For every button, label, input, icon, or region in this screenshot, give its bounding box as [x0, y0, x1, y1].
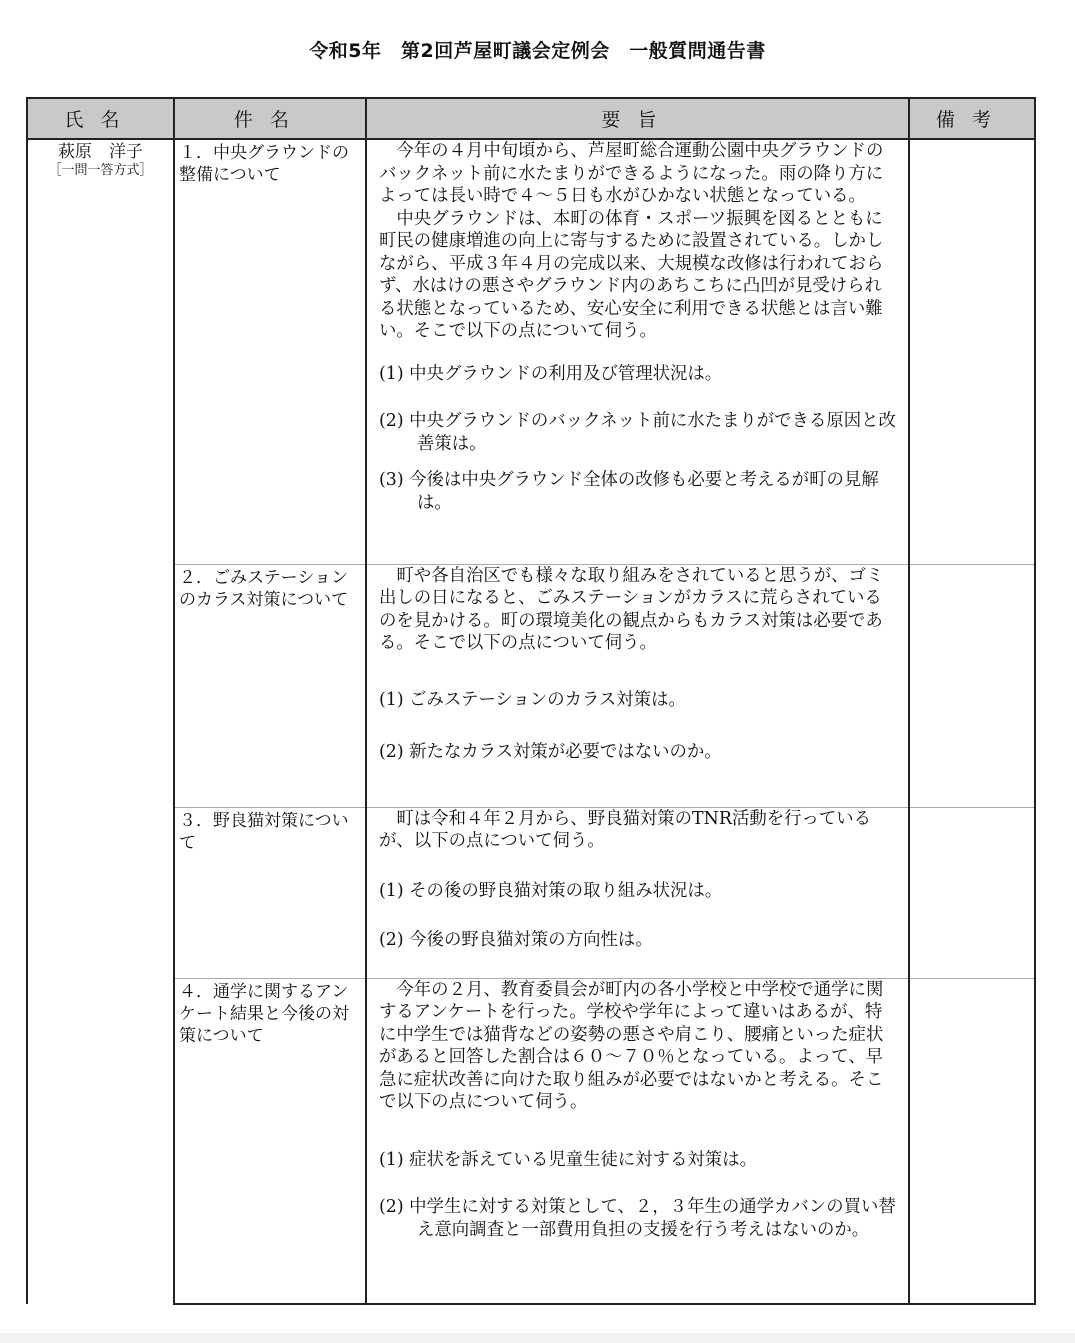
- header-summary: 要旨: [366, 98, 909, 139]
- item-question: (2) 中央グラウンドのバックネット前に水たまりができる原因と改善策は。: [379, 411, 896, 454]
- item-intro: 町は令和４年２月から、野良猫対策のTNR活動を行っているが、以下の点について伺う。: [379, 808, 872, 851]
- item-summary: [366, 978, 909, 1304]
- page-bottom-edge: [0, 1333, 1075, 1343]
- item-question: (3) 今後は中央グラウンド全体の改修も必要と考えるが町の見解は。: [379, 470, 879, 513]
- document-title: 令和5年 第2回芦屋町議会定例会 一般質問通告書: [309, 40, 766, 62]
- item-intro: 今年の４月中旬頃から、芦屋町総合運動公園中央グラウンドのバックネット前に水たまりができるようになった。雨の降り方によっては長い時で４～５日も水がひかない状態となっている。: [379, 141, 884, 206]
- item-intro: 今年の２月、教育委員会が町内の各小学校と中学校で通学に関するアンケートを行った。学校や学年によって違いはあるが、特に中学生では猫背などの姿勢の悪さや肩こり、腰痛といった症状があると回答した割合は６０～７０％となっている。よって、早急に症状改善に向けた取り組みが必要ではないかと考える。そこで以下の点について伺う。: [379, 979, 884, 1112]
- table-row: [27, 807, 1035, 978]
- item-remarks: [909, 807, 1035, 978]
- question-method: ［一問一答方式］: [48, 163, 153, 178]
- item-question: (1) ごみステーションのカラス対策は。: [379, 689, 686, 710]
- item-subject: ３．野良猫対策について: [174, 807, 366, 978]
- item-subject: １．中央グラウンドの整備について: [174, 139, 366, 564]
- item-summary: [366, 807, 909, 978]
- item-question: (1) 症状を訴えている児童生徒に対する対策は。: [379, 1149, 757, 1170]
- questioner-cell: [27, 139, 174, 1304]
- table-row: [27, 564, 1035, 807]
- item-summary: [366, 564, 909, 807]
- item-remarks: [909, 564, 1035, 807]
- item-intro: 中央グラウンドは、本町の体育・スポーツ振興を図るとともに町民の健康増進の向上に寄与するために設置されている。しかしながら、平成３年４月の完成以来、大規模な改修は行われておらず、水はけの悪さやグラウンド内のあちこちに凸凹が見受けられる状態となっているため、安心安全に利用できる状態とは言い難い。そこで以下の点について伺う。: [379, 208, 884, 341]
- table-header-row: [27, 98, 1035, 139]
- item-intro: 町や各自治区でも様々な取り組みをされていると思うが、ゴミ出しの日になると、ごみステーションがカラスに荒らされているのを見かける。町の環境美化の観点からもカラス対策は必要である。そこで以下の点について伺う。: [379, 565, 884, 653]
- table-row: [27, 139, 1035, 564]
- item-remarks: [909, 978, 1035, 1304]
- item-subject: ４．通学に関するアンケート結果と今後の対策について: [174, 978, 366, 1304]
- header-remarks: 備考: [909, 98, 1035, 139]
- item-question: (1) その後の野良猫対策の取り組み状況は。: [379, 880, 723, 901]
- header-subject: 件名: [174, 98, 366, 139]
- item-question: (1) 中央グラウンドの利用及び管理状況は。: [379, 363, 723, 384]
- item-remarks: [909, 139, 1035, 564]
- questioner-name: 萩原 洋子: [58, 142, 143, 162]
- item-subject: ２．ごみステーションのカラス対策について: [174, 564, 366, 807]
- header-name: 氏名: [27, 98, 174, 139]
- question-notice-table: [26, 97, 1036, 1305]
- item-question: (2) 今後の野良猫対策の方向性は。: [379, 930, 653, 950]
- table-row: [27, 978, 1035, 1304]
- item-summary: [366, 139, 909, 564]
- item-question: (2) 新たなカラス対策が必要ではないのか。: [379, 742, 722, 762]
- item-question: (2) 中学生に対する対策として、２，３年生の通学カバンの買い替え意向調査と一部費用負担の支援を行う考えはないのか。: [379, 1197, 896, 1240]
